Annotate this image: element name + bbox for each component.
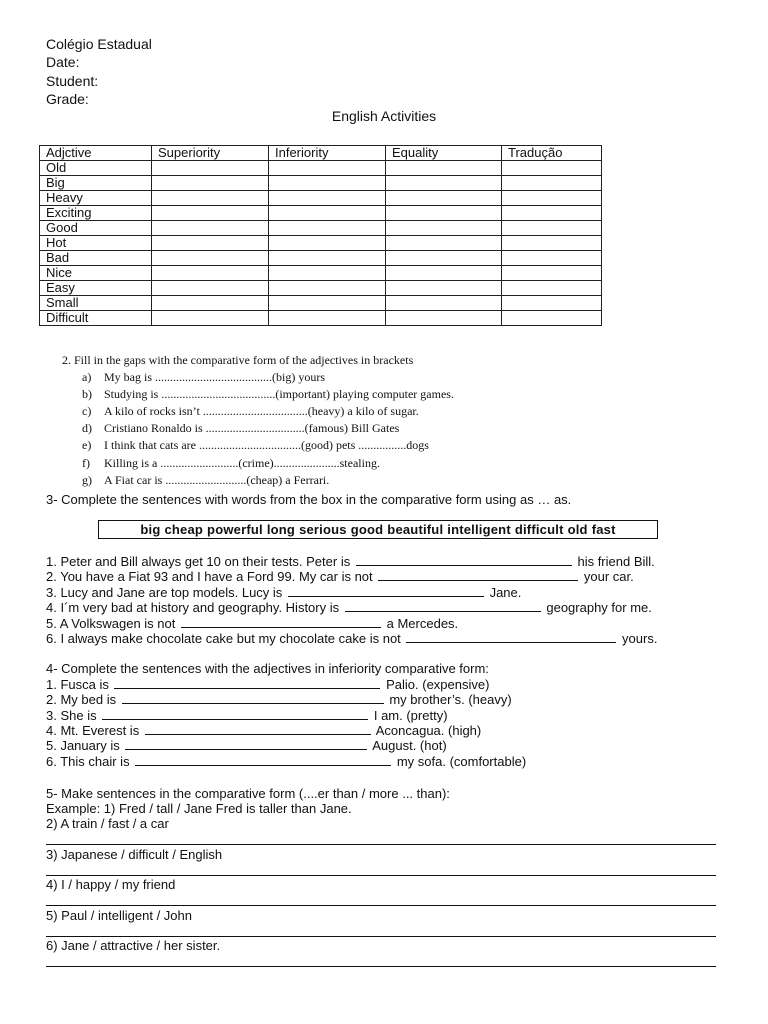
table-header: Equality: [386, 146, 502, 161]
item-letter: e): [82, 438, 92, 452]
item-text: My bag is .......................................(big) yours: [104, 370, 325, 384]
sentence-prompt: 6) Jane / attractive / her sister.: [46, 938, 221, 953]
word-box-item: intelligent: [447, 522, 511, 537]
student-label: Student:: [46, 73, 99, 89]
item-text: I think that cats are ..................................(good) pets ................dogs: [104, 438, 429, 452]
section5-example: Example: 1) Fred / tall / Jane Fred is taller than Jane.: [46, 801, 352, 816]
exercise-item: [46, 631, 657, 646]
blank-cell[interactable]: [269, 176, 386, 191]
blank-cell[interactable]: [386, 311, 502, 326]
table-row: [40, 311, 602, 326]
blank-cell[interactable]: [502, 206, 602, 221]
answer-line[interactable]: [46, 844, 716, 845]
table-row: [40, 251, 602, 266]
item-text-after: his friend Bill.: [577, 554, 655, 569]
item-letter: d): [82, 421, 92, 435]
adjective-cell: Heavy: [40, 191, 152, 206]
item-text-before: 3. She is: [46, 708, 97, 723]
blank-cell[interactable]: [386, 236, 502, 251]
word-box-item: good: [350, 522, 384, 537]
exercise-item: [46, 600, 652, 615]
word-box-item: serious: [299, 522, 347, 537]
blank-cell[interactable]: [269, 296, 386, 311]
item-text-before: 4. Mt. Everest is: [46, 723, 140, 738]
blank-cell[interactable]: [269, 281, 386, 296]
item-text: Studying is ......................................(important) playing computer games.: [104, 387, 454, 401]
adjective-cell: Easy: [40, 281, 152, 296]
item-text-after: Aconcagua. (high): [375, 723, 482, 738]
blank-cell[interactable]: [152, 191, 269, 206]
blank-cell[interactable]: [502, 161, 602, 176]
item-text-before: 3. Lucy and Jane are top models. Lucy is: [46, 585, 283, 600]
blank-cell[interactable]: [386, 296, 502, 311]
answer-line[interactable]: [46, 966, 716, 967]
adjective-cell: Exciting: [40, 206, 152, 221]
word-box-item: big: [140, 522, 161, 537]
answer-blank[interactable]: [114, 677, 380, 689]
blank-cell[interactable]: [269, 251, 386, 266]
blank-cell[interactable]: [152, 161, 269, 176]
blank-cell[interactable]: [502, 191, 602, 206]
item-text-after: my brother’s. (heavy): [389, 692, 512, 707]
word-box-item: old: [567, 522, 588, 537]
word-box-item: difficult: [514, 522, 564, 537]
blank-cell[interactable]: [269, 266, 386, 281]
blank-cell[interactable]: [386, 161, 502, 176]
exercise-item: [82, 370, 325, 385]
blank-cell[interactable]: [502, 281, 602, 296]
answer-line[interactable]: [46, 936, 716, 937]
item-text: A Fiat car is ...........................(cheap) a Ferrari.: [104, 473, 330, 487]
sentence-prompt: 5) Paul / intelligent / John: [46, 908, 192, 923]
table-row: [40, 221, 602, 236]
blank-cell[interactable]: [386, 221, 502, 236]
exercise-item: [82, 456, 380, 471]
exercise-item: [46, 692, 512, 707]
item-letter: g): [82, 473, 92, 487]
table-row: [40, 296, 602, 311]
blank-cell[interactable]: [269, 206, 386, 221]
item-text-after: my sofa. (comfortable): [396, 754, 527, 769]
date-label: Date:: [46, 54, 80, 70]
blank-cell[interactable]: [386, 281, 502, 296]
section3-title: 3- Complete the sentences with words from the box in the comparative form using as … as.: [46, 492, 572, 507]
blank-cell[interactable]: [386, 176, 502, 191]
table-row: [40, 266, 602, 281]
blank-cell[interactable]: [152, 266, 269, 281]
item-text: Killing is a ..........................(crime)......................stealing.: [104, 456, 380, 470]
table-row: [40, 176, 602, 191]
answer-blank[interactable]: [122, 692, 384, 704]
item-text-before: 4. I´m very bad at history and geography. History is: [46, 600, 340, 615]
item-text-after: August. (hot): [372, 738, 447, 753]
blank-cell[interactable]: [502, 311, 602, 326]
table-row: [40, 191, 602, 206]
blank-cell[interactable]: [502, 236, 602, 251]
item-text-after: Palio. (expensive): [386, 677, 490, 692]
answer-blank[interactable]: [135, 754, 391, 766]
answer-blank[interactable]: [378, 569, 578, 581]
blank-cell[interactable]: [502, 221, 602, 236]
blank-cell[interactable]: [269, 191, 386, 206]
blank-cell[interactable]: [386, 266, 502, 281]
section2-title: 2. Fill in the gaps with the comparative form of the adjectives in brackets: [62, 353, 414, 367]
adjective-cell: Small: [40, 296, 152, 311]
exercise-item: [46, 616, 458, 631]
adjective-cell: Difficult: [40, 311, 152, 326]
item-text: A kilo of rocks isn’t ...................................(heavy) a kilo of sugar.: [104, 404, 419, 418]
exercise-item: [46, 738, 447, 753]
item-letter: c): [82, 404, 92, 418]
item-letter: a): [82, 370, 92, 384]
item-text-after: geography for me.: [546, 600, 652, 615]
table-row: [40, 161, 602, 176]
exercise-item: [82, 404, 419, 419]
blank-cell[interactable]: [386, 191, 502, 206]
blank-cell[interactable]: [502, 266, 602, 281]
blank-cell[interactable]: [502, 251, 602, 266]
answer-blank[interactable]: [145, 723, 371, 735]
blank-cell[interactable]: [269, 161, 386, 176]
item-text-before: 1. Fusca is: [46, 677, 109, 692]
item-text-before: 5. January is: [46, 738, 120, 753]
adjective-cell: Big: [40, 176, 152, 191]
word-box-item: long: [266, 522, 296, 537]
page-title: English Activities: [331, 108, 437, 124]
exercise-item: [46, 708, 448, 723]
item-text-before: 6. I always make chocolate cake but my chocolate cake is not: [46, 631, 401, 646]
answer-blank[interactable]: [181, 616, 381, 628]
adjective-cell: Bad: [40, 251, 152, 266]
blank-cell[interactable]: [152, 221, 269, 236]
blank-cell[interactable]: [152, 311, 269, 326]
answer-line[interactable]: [46, 875, 716, 876]
item-text-after: yours.: [622, 631, 658, 646]
exercise-item: [46, 754, 526, 769]
item-letter: f): [82, 456, 90, 470]
blank-cell[interactable]: [152, 281, 269, 296]
item-text-before: 2. My bed is: [46, 692, 117, 707]
adjective-cell: Old: [40, 161, 152, 176]
sentence-prompt: 4) I / happy / my friend: [46, 877, 176, 892]
section4-title: 4- Complete the sentences with the adjectives in inferiority comparative form:: [46, 661, 489, 676]
section5-title: 5- Make sentences in the comparative form (....er than / more ... than):: [46, 786, 450, 801]
word-box-item: cheap: [164, 522, 204, 537]
answer-blank[interactable]: [288, 585, 484, 597]
answer-line[interactable]: [46, 905, 716, 906]
exercise-item: [46, 585, 521, 600]
blank-cell[interactable]: [386, 251, 502, 266]
blank-cell[interactable]: [269, 236, 386, 251]
item-text-after: your car.: [583, 569, 634, 584]
blank-cell[interactable]: [502, 296, 602, 311]
item-text-after: a Mercedes.: [386, 616, 459, 631]
answer-blank[interactable]: [356, 554, 572, 566]
table-row: [40, 236, 602, 251]
blank-cell[interactable]: [152, 236, 269, 251]
exercise-item: [46, 569, 634, 584]
item-letter: b): [82, 387, 92, 401]
item-text-before: 6. This chair is: [46, 754, 130, 769]
answer-blank[interactable]: [125, 738, 367, 750]
item-text-before: 5. A Volkswagen is not: [46, 616, 176, 631]
table-header: Tradução: [502, 146, 602, 161]
table-header-row: [40, 146, 602, 161]
table-row: [40, 281, 602, 296]
answer-blank[interactable]: [102, 708, 368, 720]
answer-blank[interactable]: [406, 631, 616, 643]
adjective-cell: Nice: [40, 266, 152, 281]
adjective-cell: Good: [40, 221, 152, 236]
exercise-item: [82, 421, 399, 436]
adjective-cell: Hot: [40, 236, 152, 251]
table-header: Superiority: [152, 146, 269, 161]
word-box-item: fast: [591, 522, 616, 537]
school-name: Colégio Estadual: [46, 36, 152, 52]
blank-cell[interactable]: [152, 206, 269, 221]
table-header: Adjctive: [40, 146, 152, 161]
adjective-table: [39, 145, 602, 326]
blank-cell[interactable]: [502, 176, 602, 191]
word-box-item: beautiful: [387, 522, 444, 537]
exercise-item: [82, 387, 454, 402]
blank-cell[interactable]: [386, 206, 502, 221]
exercise-item: [46, 677, 489, 692]
word-box-item: powerful: [207, 522, 263, 537]
item-text-before: 2. You have a Fiat 93 and I have a Ford 99. My car is not: [46, 569, 373, 584]
answer-blank[interactable]: [345, 600, 541, 612]
blank-cell[interactable]: [152, 176, 269, 191]
sentence-prompt: 3) Japanese / difficult / English: [46, 847, 223, 862]
blank-cell[interactable]: [269, 221, 386, 236]
table-header: Inferiority: [269, 146, 386, 161]
grade-label: Grade:: [46, 91, 89, 107]
exercise-item: [82, 473, 329, 488]
exercise-item: [82, 438, 429, 453]
blank-cell[interactable]: [269, 311, 386, 326]
blank-cell[interactable]: [152, 296, 269, 311]
item-text-before: 1. Peter and Bill always get 10 on their tests. Peter is: [46, 554, 351, 569]
table-row: [40, 206, 602, 221]
sentence-prompt: 2) A train / fast / a car: [46, 816, 169, 831]
item-text-after: I am. (pretty): [373, 708, 448, 723]
blank-cell[interactable]: [152, 251, 269, 266]
word-box: [98, 520, 658, 539]
item-text: Cristiano Ronaldo is .................................(famous) Bill Gates: [104, 421, 400, 435]
exercise-item: [46, 723, 481, 738]
item-text-after: Jane.: [489, 585, 522, 600]
exercise-item: [46, 554, 655, 569]
